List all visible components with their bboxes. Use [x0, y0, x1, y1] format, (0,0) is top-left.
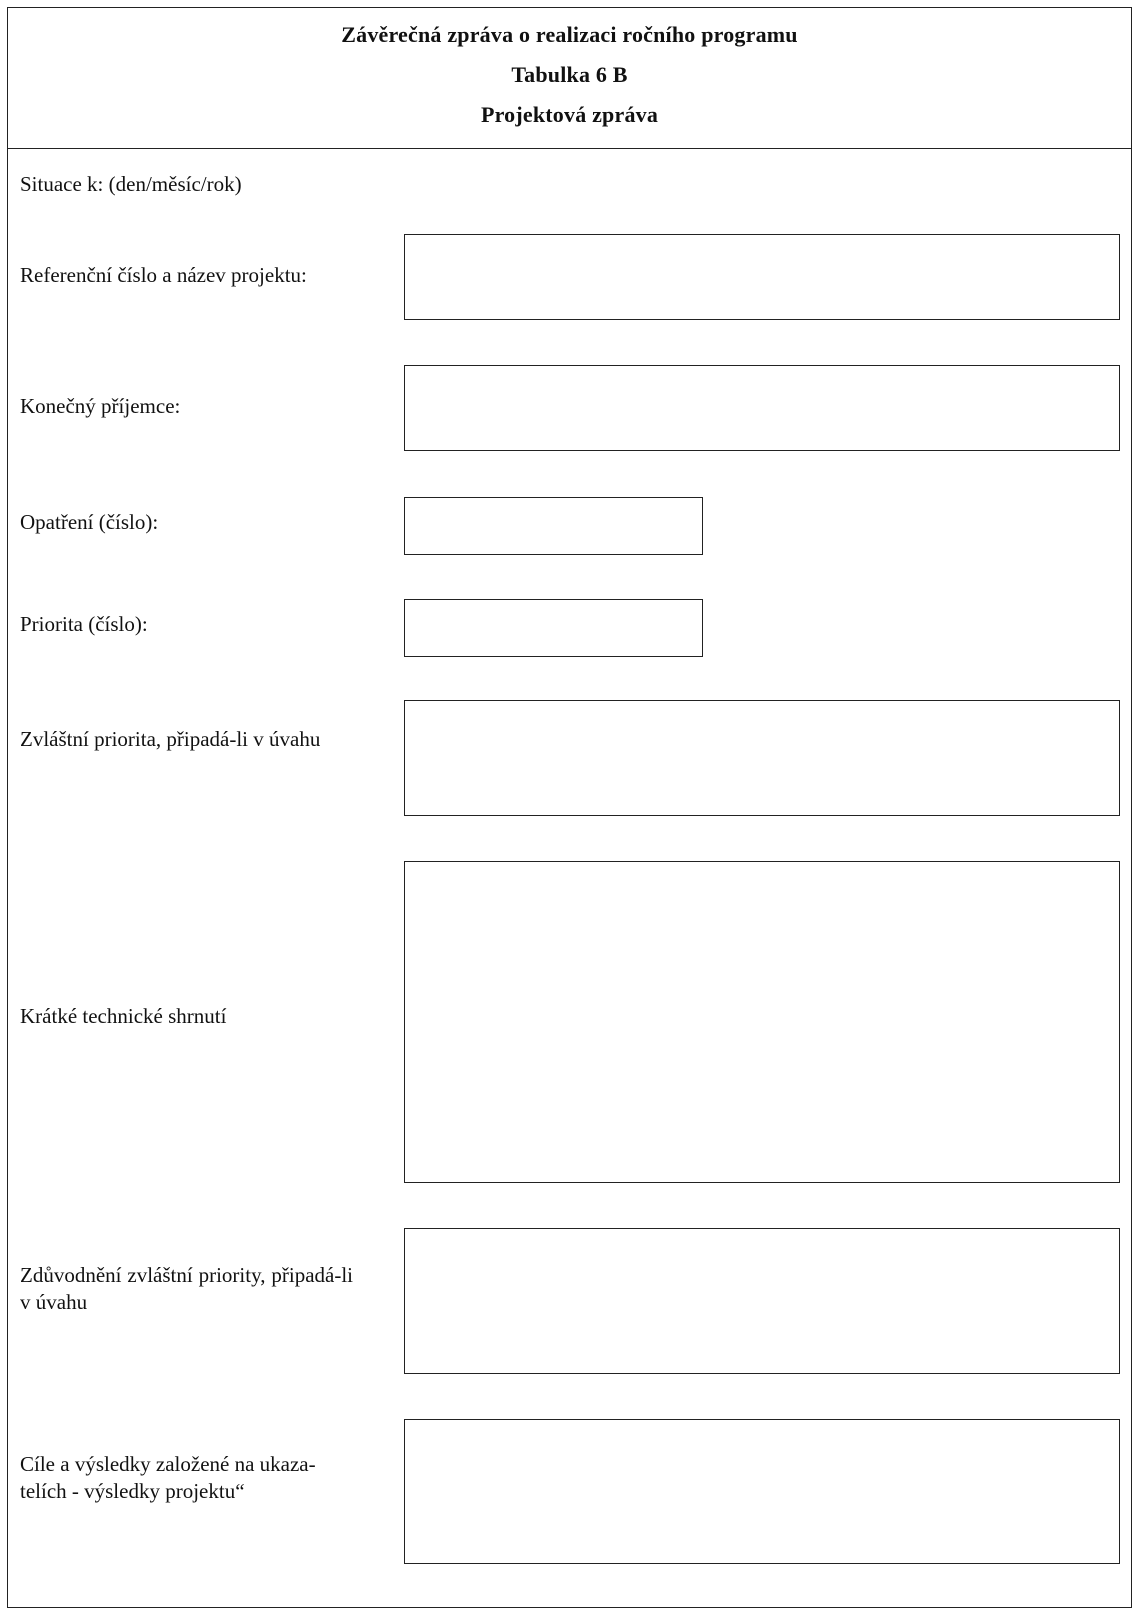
measure-label: Opatření (číslo):	[20, 510, 159, 534]
form-frame	[7, 7, 1132, 1608]
priority-label: Priorita (číslo):	[20, 612, 148, 636]
justification-field[interactable]	[404, 1228, 1120, 1374]
specific-priority-field[interactable]	[404, 700, 1120, 816]
measure-field[interactable]	[404, 497, 703, 555]
form-header	[8, 8, 1131, 149]
reference-field[interactable]	[404, 234, 1120, 320]
specific-priority-label: Zvláštní priorita, připadá-li v úvahu	[20, 727, 321, 751]
technical-summary-field[interactable]	[404, 861, 1120, 1183]
priority-field[interactable]	[404, 599, 703, 657]
goals-field[interactable]	[404, 1419, 1120, 1564]
beneficiary-field[interactable]	[404, 365, 1120, 451]
report-title: Závěrečná zpráva o realizaci ročního programu	[341, 22, 798, 47]
beneficiary-label: Konečný příjemce:	[20, 394, 181, 418]
justification-label: Zdůvodnění zvláštní priority, připadá-li v úvahu	[20, 1263, 353, 1314]
situation-label: Situace k: (den/měsíc/rok)	[20, 172, 242, 196]
technical-summary-label: Krátké technické shrnutí	[20, 1004, 227, 1028]
reference-label: Referenční číslo a název projektu:	[20, 263, 307, 287]
table-number: Tabulka 6 B	[511, 62, 628, 87]
goals-label: Cíle a výsledky založené na ukaza-telích - výsledky projektu“	[20, 1452, 316, 1503]
report-subtitle: Projektová zpráva	[480, 102, 659, 127]
